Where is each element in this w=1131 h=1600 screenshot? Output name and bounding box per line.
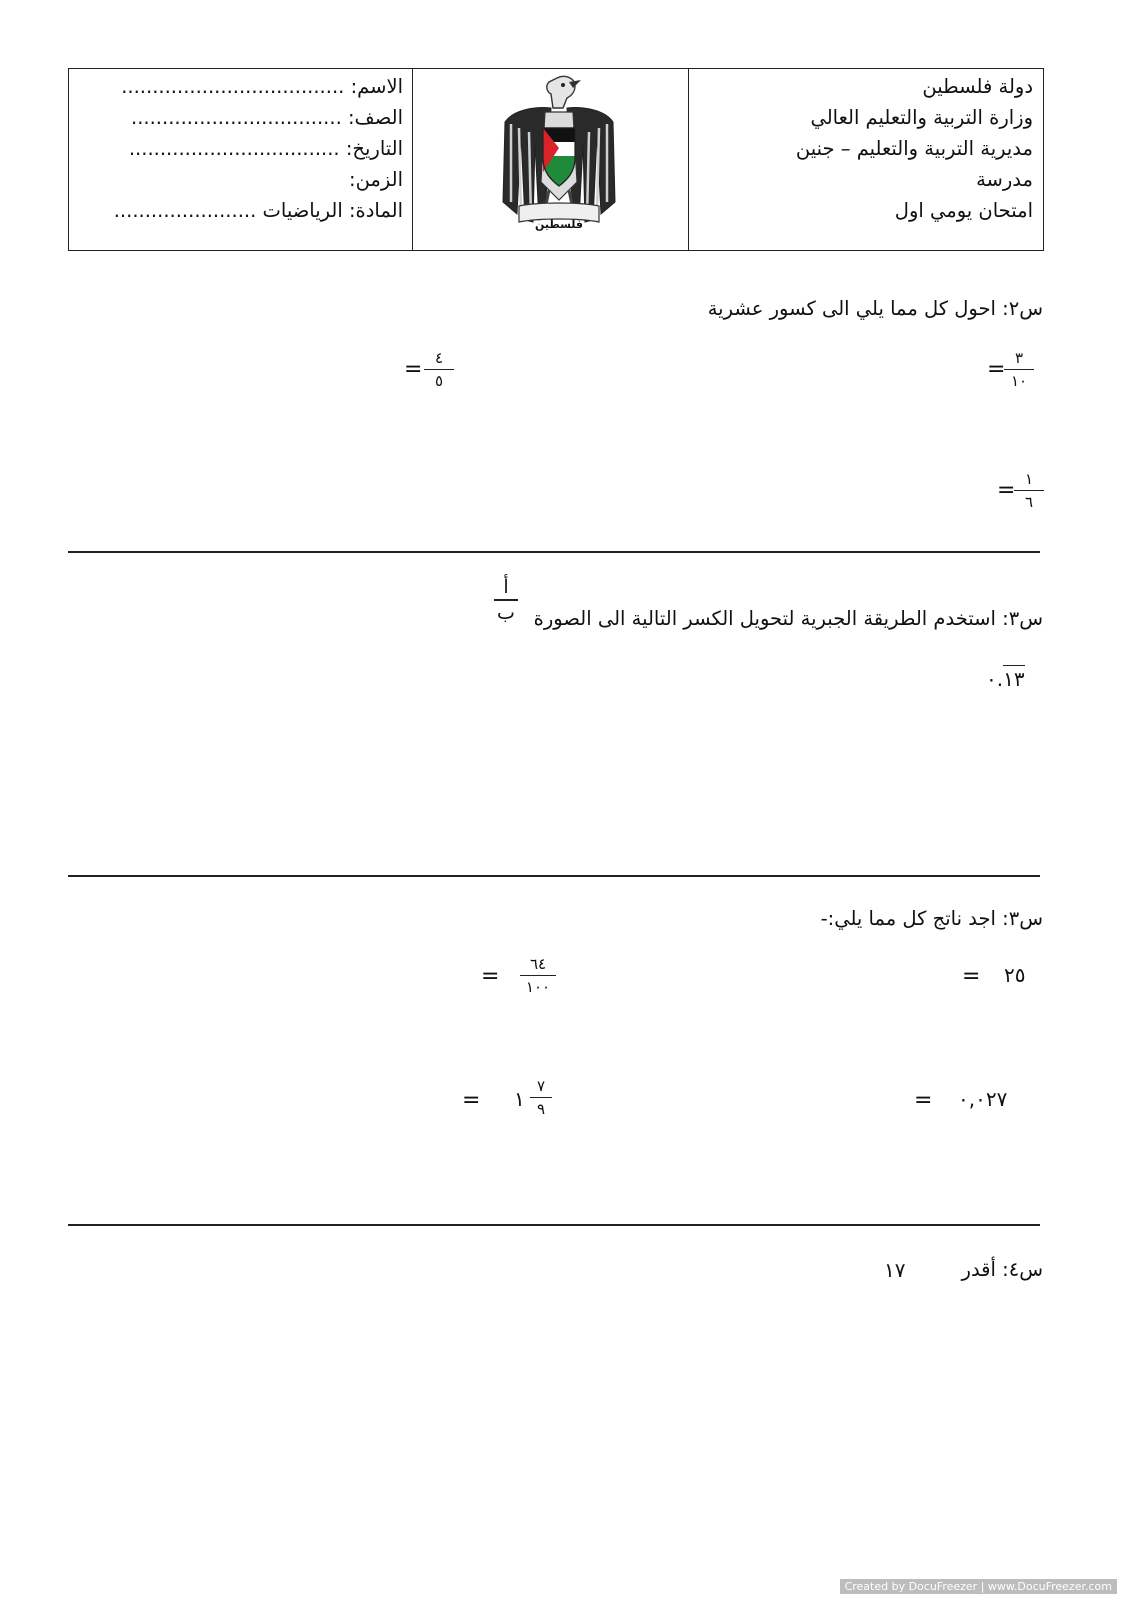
equals-sign: = — [987, 357, 1006, 382]
class-row — [83, 102, 403, 133]
equals-sign: = — [914, 1088, 933, 1113]
denominator: ١٠٠ — [525, 978, 551, 996]
fraction-bar — [424, 369, 454, 370]
watermark-label: Created by DocuFreezer | www.DocuFreezer.com — [840, 1579, 1117, 1594]
q2-title: س٢: احول كل مما يلي الى كسور عشرية — [707, 297, 1043, 320]
repeating-decimal — [986, 668, 1025, 690]
target-form-fraction — [494, 576, 518, 624]
exam-header — [68, 68, 1044, 251]
q3b-value-1: ٢٥ — [1004, 963, 1026, 987]
class-field[interactable]: .................................. — [131, 106, 342, 129]
fraction-bar — [530, 1097, 552, 1098]
denominator: ١٠ — [1010, 372, 1028, 390]
decimal-prefix: ٠. — [986, 667, 1004, 691]
emblem-caption: فلسطين — [535, 218, 583, 231]
section-divider — [68, 1224, 1040, 1226]
subject-field[interactable]: ....................... — [113, 199, 257, 222]
subject-label: المادة: — [348, 199, 403, 222]
q2-fraction-1 — [1004, 348, 1034, 391]
q3a-title: س٣: استخدم الطريقة الجبرية لتحويل الكسر التالية الى الصورة — [533, 607, 1043, 630]
equals-sign: = — [481, 964, 500, 989]
denominator: ٥ — [434, 372, 444, 390]
school-label: مدرسة — [976, 168, 1033, 191]
student-info-block — [83, 71, 403, 226]
q4-value: ١٧ — [884, 1258, 906, 1282]
equals-sign: = — [962, 964, 981, 989]
exam-title: امتحان يومي اول — [894, 199, 1033, 222]
numerator: ٤ — [434, 349, 444, 367]
fraction-bar — [1004, 369, 1034, 370]
fraction-bar — [494, 599, 518, 601]
q3b-title: س٣: اجد ناتج كل مما يلي:- — [820, 907, 1043, 930]
time-row — [83, 164, 403, 195]
denominator: ب — [497, 602, 515, 624]
numerator: ٧ — [536, 1077, 546, 1095]
q4-title: س٤: أقدر — [961, 1258, 1043, 1281]
q2-fraction-3 — [1014, 469, 1044, 512]
section-divider — [68, 551, 1040, 553]
equals-sign: = — [462, 1088, 481, 1113]
name-row — [83, 71, 403, 102]
repeating-digits: ١٣ — [1003, 667, 1025, 691]
subject-row — [83, 195, 403, 226]
fraction-bar — [520, 975, 556, 976]
equals-sign: = — [404, 357, 423, 382]
section-divider — [68, 875, 1040, 877]
denominator: ٩ — [536, 1100, 546, 1118]
header-divider — [688, 69, 689, 250]
numerator: ٦٤ — [529, 955, 547, 973]
eagle-icon — [499, 72, 619, 242]
date-field[interactable]: .................................. — [128, 137, 340, 160]
q3b-mixed-fraction — [530, 1076, 552, 1119]
subject-value: الرياضيات — [262, 199, 343, 222]
q3b-fraction-2 — [520, 954, 556, 997]
name-field[interactable]: .................................... — [121, 75, 345, 98]
date-label: التاريخ: — [345, 137, 403, 160]
mixed-whole-number: ١ — [514, 1087, 525, 1111]
time-label: الزمن: — [349, 168, 403, 191]
ministry-name: وزارة التربية والتعليم العالي — [810, 106, 1033, 129]
numerator: ١ — [1024, 470, 1034, 488]
directorate-name: مديرية التربية والتعليم – جنين — [795, 137, 1033, 160]
class-label: الصف: — [347, 106, 403, 129]
palestine-eagle-emblem — [499, 72, 619, 242]
date-row — [83, 133, 403, 164]
header-divider — [412, 69, 413, 250]
numerator: أ — [503, 576, 509, 598]
name-label: الاسم: — [350, 75, 403, 98]
denominator: ٦ — [1024, 493, 1034, 511]
state-name: دولة فلسطين — [922, 75, 1033, 98]
numerator: ٣ — [1014, 349, 1024, 367]
q3b-value-3: ٠,٠٢٧ — [958, 1087, 1008, 1111]
equals-sign: = — [997, 478, 1016, 503]
q2-fraction-2 — [424, 348, 454, 391]
institution-block — [693, 71, 1033, 226]
fraction-bar — [1014, 490, 1044, 491]
